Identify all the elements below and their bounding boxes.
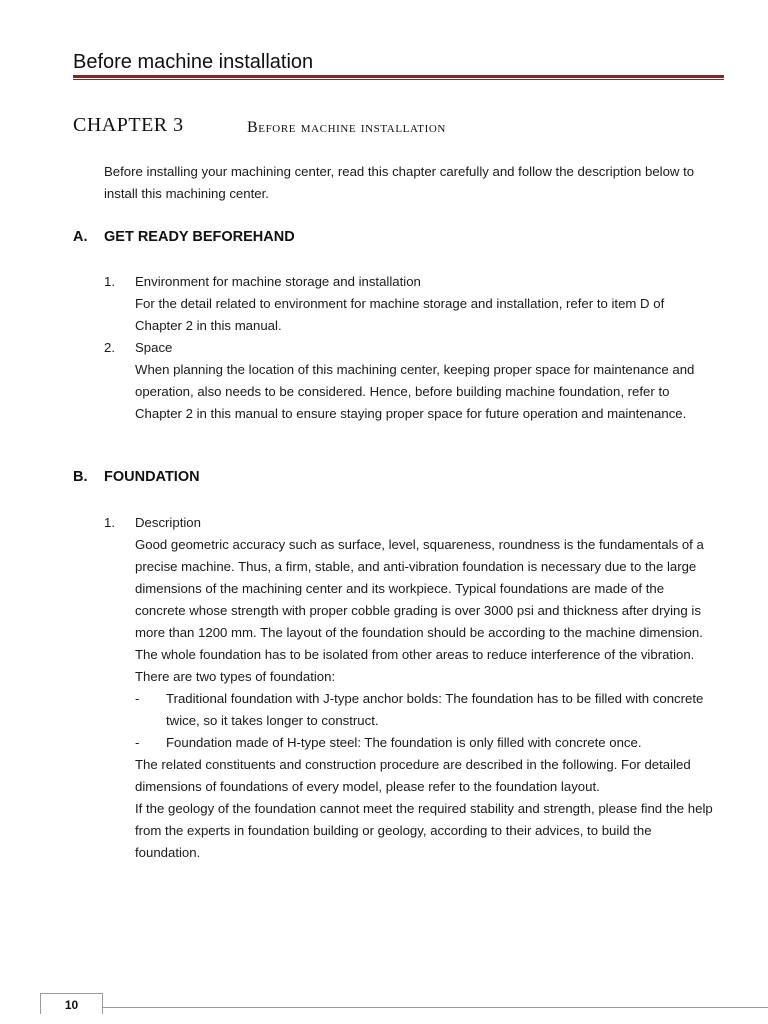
list-item-number: 2.	[104, 340, 115, 355]
dash-bullet: -	[135, 735, 140, 750]
list-item	[104, 271, 714, 337]
header-rule-thick	[73, 75, 724, 78]
section-b-letter: B.	[73, 469, 88, 485]
list-item-text: For the detail related to environment for machine storage and installation, refer to item D of Chapter 2 in this manual.	[135, 296, 665, 333]
description-paragraph-3: If the geology of the foundation cannot meet the required stability and strength, please find the help from the experts in foundation building or geology, according to their advices, to build the foundation.	[135, 801, 713, 860]
list-item	[104, 337, 714, 425]
list-item-title: Space	[135, 340, 173, 355]
running-header-title: Before machine installation	[73, 51, 314, 73]
description-paragraph-1: Good geometric accuracy such as surface, level, squareness, roundness is the fundamentals of a precise machine. Thus, a firm, stable, and anti-vibration foundation is necessary due to the large dimensions of the machining center and its workpiece. Typical foundations are made of the concrete whose strength with proper cobble grading is over 3000 psi and thickness after drying is more than 1200 mm. The layout of the foundation should be according to the machine dimension. The whole foundation has to be isolated from other areas to reduce interference of the vibration.	[135, 537, 704, 662]
footer-rule	[40, 1007, 768, 1008]
page-number: 10	[40, 993, 103, 1014]
list-item	[104, 512, 714, 864]
list-item-title: Description	[135, 515, 201, 530]
section-a-title: GET READY BEFOREHAND	[104, 229, 295, 245]
intro-paragraph: Before installing your machining center, read this chapter carefully and follow the description below to install this machining center.	[104, 164, 695, 201]
foundation-type-item	[135, 688, 714, 732]
chapter-number: CHAPTER 3	[73, 114, 184, 136]
section-b-list	[104, 512, 714, 864]
list-item-title: Environment for machine storage and installation	[135, 274, 421, 289]
section-b-heading	[73, 469, 200, 485]
chapter-title: Before machine installation	[247, 119, 446, 136]
description-paragraph-2: The related constituents and construction procedure are described in the following. For detailed dimensions of foundations of every model, please refer to the foundation layout.	[135, 757, 691, 794]
list-item-text: When planning the location of this machining center, keeping proper space for maintenance and operation, also needs to be considered. Hence, before building machine foundation, refer to Chapter 2 in this manual to ensure staying proper space for future operation and maintenance.	[135, 362, 695, 421]
section-a-letter: A.	[73, 229, 88, 245]
section-b-title: FOUNDATION	[104, 469, 200, 485]
foundation-type-item	[135, 732, 714, 754]
section-a-heading	[73, 229, 295, 245]
foundation-types-intro: There are two types of foundation:	[135, 669, 336, 684]
chapter-heading	[73, 114, 446, 137]
foundation-type-text: Traditional foundation with J-type anchor bolds: The foundation has to be filled with concrete twice, so it takes longer to construct.	[166, 691, 704, 728]
header-rule-thin	[73, 79, 724, 80]
section-a-list	[104, 271, 714, 425]
foundation-type-text: Foundation made of H-type steel: The foundation is only filled with concrete once.	[166, 735, 642, 750]
dash-bullet: -	[135, 691, 140, 706]
list-item-number: 1.	[104, 274, 115, 289]
list-item-number: 1.	[104, 515, 115, 530]
